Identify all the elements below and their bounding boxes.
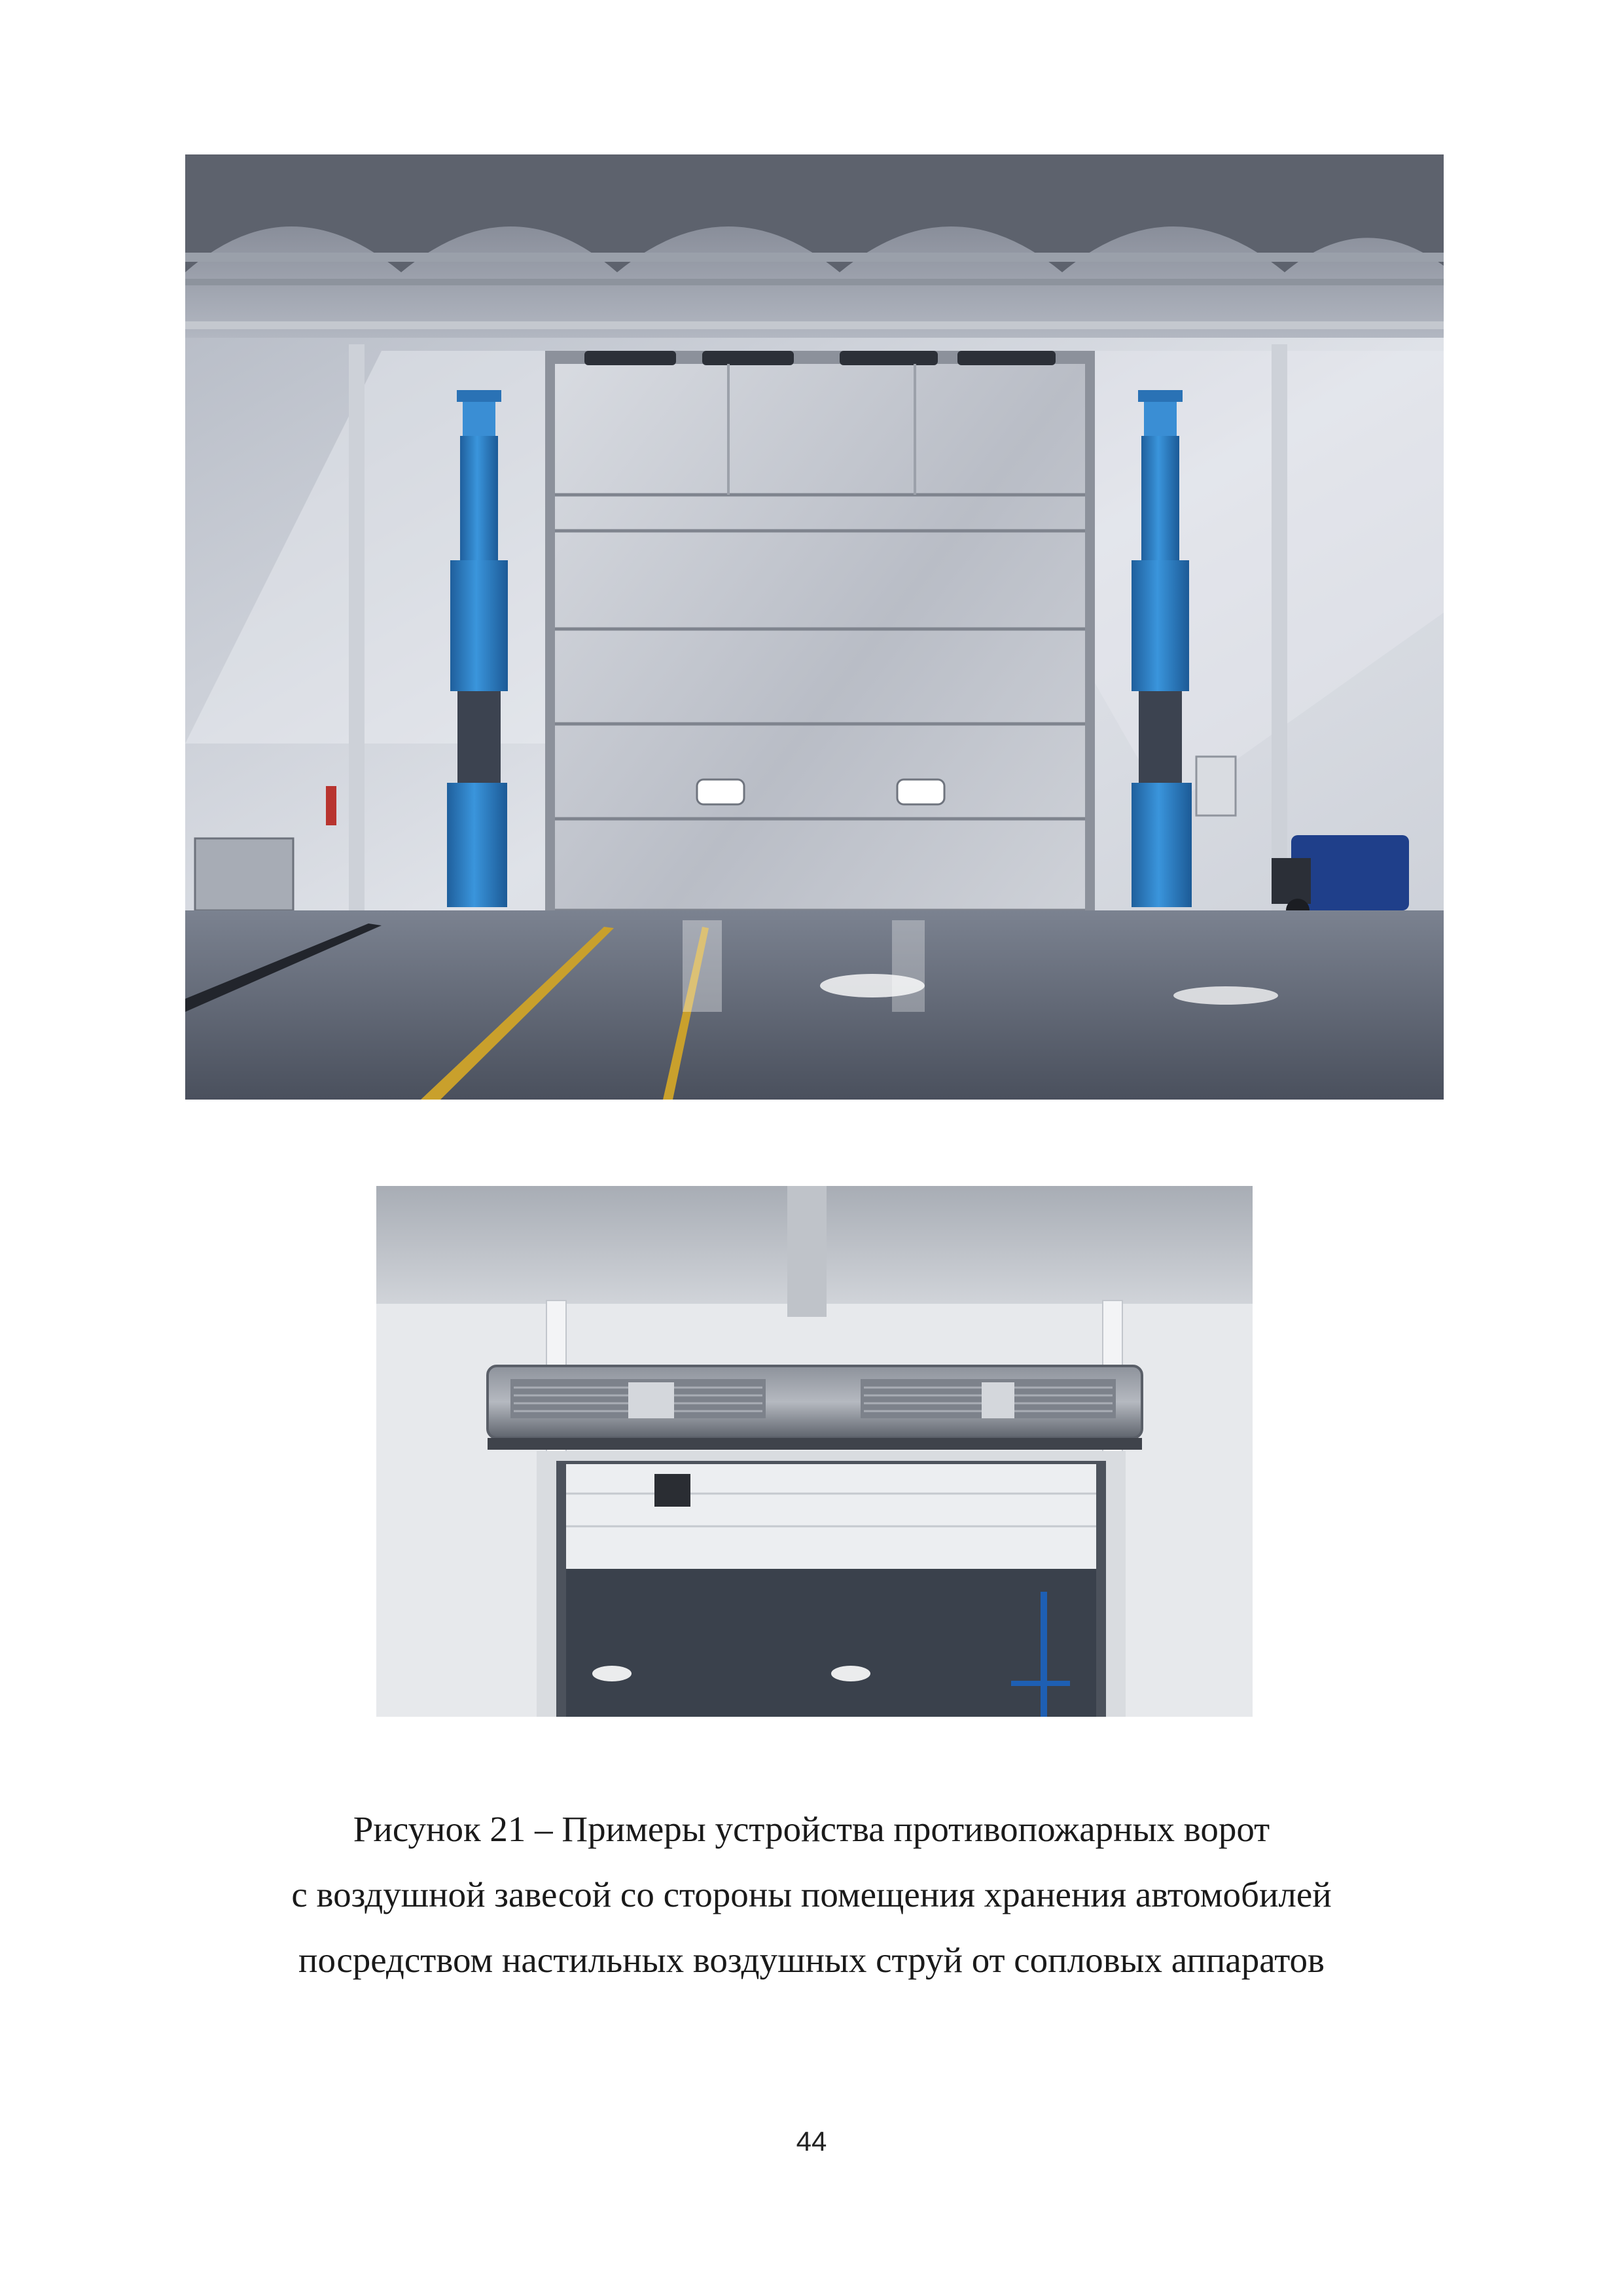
air-curtain-photo: [376, 1186, 1253, 1717]
caption-line: Рисунок 21 – Примеры устройства противопожарных ворот: [353, 1809, 1270, 1849]
page-number: 44: [796, 2126, 827, 2157]
warehouse-gate-photo: [185, 154, 1444, 1100]
caption-line: с воздушной завесой со стороны помещения хранения автомобилей: [291, 1874, 1332, 1914]
figure-caption: [157, 1797, 1466, 1993]
caption-line: посредством настильных воздушных струй от сопловых аппаратов: [298, 1940, 1325, 1980]
air-curtain-illustration: [376, 1186, 1253, 1717]
warehouse-gate-illustration: [185, 154, 1444, 1100]
